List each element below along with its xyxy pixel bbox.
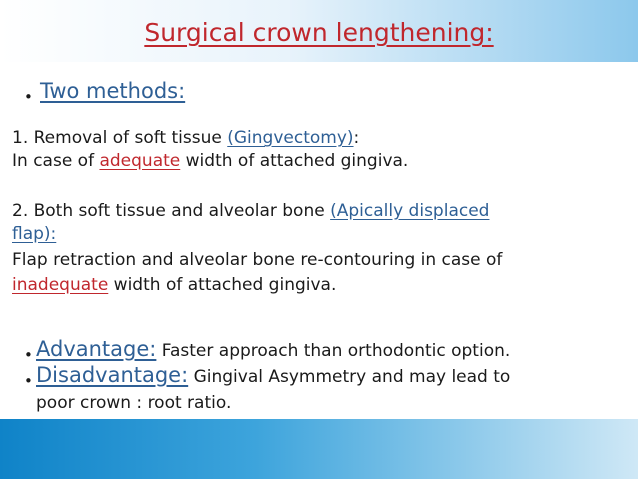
advantage-label: Advantage: — [36, 337, 157, 361]
method-1-keyword: adequate — [99, 151, 181, 171]
disadvantage-text-line-2: poor crown : root ratio. — [36, 393, 232, 413]
disadvantage-item — [36, 363, 510, 387]
method-2-prefix: 2. Both soft tissue and alveolar bone — [12, 201, 331, 221]
bullet-point: • — [24, 88, 33, 106]
bullet-point: • — [24, 372, 33, 390]
advantage-item — [36, 337, 510, 361]
method-1-procedure: (Gingvectomy) — [227, 128, 354, 148]
disadvantage-label: Disadvantage: — [36, 363, 189, 387]
method-2-line-2 — [12, 224, 56, 244]
method-1-line2-prefix: In case of — [12, 151, 100, 171]
methods-heading: Two methods: — [40, 79, 186, 103]
method-2-keyword: inadequate — [12, 275, 109, 295]
method-1-line2-suffix: width of attached gingiva. — [180, 151, 409, 171]
method-1-suffix: : — [353, 128, 360, 148]
method-1-line-1 — [12, 128, 359, 148]
method-1-prefix: 1. Removal of soft tissue — [12, 128, 228, 148]
bullet-point: • — [24, 346, 33, 364]
method-2-line-1 — [12, 201, 489, 221]
disadvantage-text: Gingival Asymmetry and may lead to — [188, 367, 511, 387]
footer-band — [0, 419, 638, 479]
advantage-text: Faster approach than orthodontic option. — [156, 341, 511, 361]
method-1-line-2 — [12, 151, 408, 171]
method-2-line-4 — [12, 275, 336, 295]
method-2-line4-suffix: width of attached gingiva. — [108, 275, 337, 295]
method-2-procedure-line-2: flap): — [12, 224, 57, 244]
slide-title: Surgical crown lengthening: — [144, 18, 494, 47]
method-2-line-3: Flap retraction and alveolar bone re-contouring in case of — [12, 250, 503, 270]
method-2-procedure-line-1: (Apically displaced — [330, 201, 490, 221]
